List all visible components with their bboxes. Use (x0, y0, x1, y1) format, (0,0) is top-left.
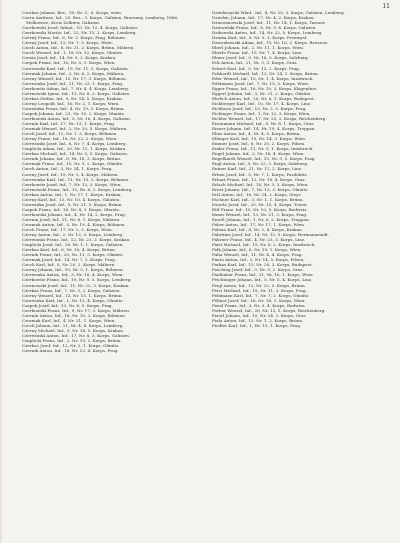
register-entry: Czech Franz, Inf., 17, Nr. 2, 5. Korps, Wien. (22, 227, 113, 233)
register-entry: Czernik Johann, Inf., 8, Nr. 18, 3. Korps, Brünn. (22, 156, 122, 162)
register-entry: Faist Michael, Inf., 19, Nr. 8, 2. Korps, Innsbruck. (212, 242, 316, 248)
register-entry: Egger Franz, Inf., 16, Nr. 10, 3. Korps, Klagenfurt. (212, 85, 318, 91)
register-entry: Czerkas Josef, Inf., 12, Nr. 2, 1. Korps, Olmütz. (22, 343, 120, 349)
register-entry: Czerkowski Moritz, Inf., 22, Nr. 15, 3. Korps, Lemberg. (22, 30, 137, 36)
register-entry: Ettl Franz, Inf., 10, Nr. 10, 5. Korps, Budweis. (212, 206, 308, 212)
register-entry: Feigl Anton, Inf., 12, Nr. 22, 5. Korps, Brünn. (212, 282, 306, 288)
register-entry: Eck Anton, Inf., 21, Nr. 3, 3. Korps, Graz. (212, 60, 298, 66)
register-entry: Ferber Wenzel, Inf., 20, Nr. 13, 5. Korps, Reichenberg. (212, 307, 326, 313)
register-entry: Faulhaber Franz, Inf., 21, Nr. 16, 1. Korps, Wien. (212, 272, 315, 278)
register-entry: Czerny Anton, Inf., 2, Nr. 13, 3. Korps, Lemberg. (22, 232, 124, 238)
register-entry: Czerkas Anton, Inf., 1, Nr. 17, 1. Korps, Krakau. (22, 191, 122, 197)
register-entry: Fanta Anton, Inf., 2, Nr. 14, 5. Korps, Pilsen. (212, 257, 305, 263)
register-entry: Ferstl Johann, Inf., 10, Nr. 24, 3. Korps, Graz. (212, 312, 307, 318)
register-entry: Czernowski Ignaz, Inf., 13, Nr. 8, 2. Korps, Galizien. (22, 90, 131, 96)
register-entry: Czerkowitz Josef, Inf., 7, Nr. 12, 3. Korps, Wien. (22, 181, 122, 187)
register-entry: Czerkowski Anton, Inf., 5, Nr. 16, 4. Korps, Galizien. (22, 115, 132, 121)
register-entry: Ernst Johann, Inf., 7, Nr. 13, 3. Korps, Olmütz. (212, 186, 309, 192)
register-entry: Farkas Karl, Inf., 15, Nr. 20, 3. Korps, Budapest. (212, 262, 313, 268)
register-entry: Czerkowski Josef, Infant., 10, Nr. 12, 4. Korps, Galizien. (22, 25, 139, 31)
register-entry: Czeiza Josef, Inf., 14, Nr. 9, 2. Korps, Krakau. (22, 55, 117, 61)
page-number: 11 (382, 3, 390, 10)
register-entry: Czerwenka Josef, Inf., 11, Nr. 23, 1. Korps, Prag. (22, 80, 124, 86)
register-entry: Czech Karl, Inf., 8, Nr. 20, 2. Korps, Mähren. (22, 262, 116, 268)
register-entry: Exner Wenzel, Inf., 13, Nr. 21, 3. Korps, Prag. (212, 211, 308, 217)
register-entry: Fahrner Franz, Inf., 4, Nr. 23, 3. Korps, Linz. (212, 237, 306, 243)
register-entry: Dzieduszycki Wlad., Inf., 4, Nr. 20, 3. Korps, Galizien, Lemberg. (212, 10, 346, 15)
register-entry: Czerny Wenzel, Inf., 15, Nr. 17, 3. Korps, Böhmen. (22, 75, 127, 81)
register-entry: Czermak Johann, Inf., 3, Nr. 6, 2. Korps, Mähren. (22, 70, 125, 76)
register-entry: Eichhorn Josef, Inf., 13, Nr. 2, 5. Korps, Prag. (212, 105, 307, 111)
register-entry: Fellner Josef, Inf., 16, Nr. 18, 1. Korps, Wien. (212, 297, 306, 303)
register-entry: Czerkowitz Adam, Inf., 7, Nr. 4, 4. Korps, Lemberg. (22, 85, 130, 91)
register-entry: Eckhardt Michael, Inf., 12, Nr. 24, 1. Korps, Brünn. (212, 70, 320, 76)
register-entry: Elias Anton, Inf., 4, Nr. 4, 5. Korps, Brünn. (212, 131, 301, 137)
register-entry: Czern Andreas, Inf., 20. Bez., 3. Korps, Galizien, Brzesany, Lemberg, 1866, Melkowice, Kreis Zolkiew, Galizien. (22, 15, 179, 26)
register-entry: Czerwenka Karl, Inf., 11, Nr. 15, 5. Korps, Böhmen. (22, 176, 130, 182)
register-entry: Dzikowski Anton, Inf., 14, Nr. 22, 5. Korps, Lemberg. (212, 30, 323, 36)
register-entry: Eder Wenzel, Inf., 18, Nr. 1, 4. Korps, Innsbruck. (212, 75, 314, 81)
register-entry: Czerny Johann, Inf., 10, Nr. 5, 1. Korps, Böhmen. (22, 267, 124, 273)
register-entry: Czapek Franz, Inf., 16, Nr. 4, 3. Korps, Olmütz. (22, 206, 121, 212)
register-entry: Czerny Leopold, Inf., 16, Nr. 2, 1. Korps, Wien. (22, 100, 120, 106)
register-entry: Feldmann Karl, Inf., 7, Nr. 7, 2. Korps, Olmütz. (212, 292, 310, 298)
register-entry: Czerny Karl, Inf., 13, Nr. 10, 4. Korps, Galizien. (22, 196, 121, 202)
register-entry: Dziewulski Franz, Inf., 8, Nr. 9, 4. Korps, Galizien. (212, 25, 317, 31)
register-entry: Eschner Karl, Inf., 3, Nr. 1, 1. Korps, Brünn. (212, 196, 304, 202)
register-entry: Dziuba Karl, Inf., 6, Nr. 5, 3. Korps, Przemysl. (212, 35, 308, 41)
register-entry: Czerkas Johann, Bez., 18, Nr. 3., 6. Korps, wien. (22, 10, 123, 15)
register-entry: Czech Wenzel, Inf., 1, 18, Nr. 12, Korps, Olmütz. (22, 50, 123, 56)
register-entry: Czermak Anton, Inf., 5, Nr. 19, 4. Korps, Böhmen. (22, 221, 126, 227)
register-entry: Czermak Wenzel, Inf., 2, Nr. 20, 5. Korps, Mähren. (22, 126, 128, 132)
register-entry: Czerny Franz, Inf., 18, Nr. 22, 2. Korps, Wien. (22, 136, 118, 142)
register-entry: Czernin Josef, Inf., 21, Nr. 8, 1. Korps, Mähren. (22, 216, 121, 222)
register-entry: Czaplicki Franz, Inf., 2, Nr. 19, 2. Korps, Brünn. (22, 338, 122, 344)
register-entry: Ebner Josef, Inf., 9, Nr. 18, 5. Korps, Salzburg. (212, 55, 310, 61)
register-entry: Ellinger Karl, Inf., 19, Nr. 14, 3. Korps, Wien. (212, 136, 307, 142)
register-entry: Czech Anton, Inf., 8, Nr. 21, 2. Korps, Brünn, Mähren. (22, 45, 135, 51)
register-entry: Czerny Josef, Inf., 19, Nr. 3, 4. Korps, Mähren. (22, 171, 119, 177)
register-entry: Fabritius Josef, Inf., 14, Nr. 12, 5. Korps, Hermannstadt. (212, 232, 330, 238)
register-entry: Czerný Josef, Inf., 12, Nr. 7, 3. Korps, Wien. (22, 40, 113, 46)
register-entry: Czermak Josef, Inf., 14, Nr. 7, 3. Korps, Prag. (22, 257, 117, 263)
register-entry: Feichtinger Johann, Inf., 5, Nr. 5, 4. Korps, Linz. (212, 277, 313, 283)
register-entry: Czerkowski Franz, Inf., 9, Nr. 17, 3. Korps, Mähren. (22, 307, 131, 313)
register-entry: Ehrlich Anton, Inf., 20, Nr. 6, 1. Korps, Budapest. (212, 95, 315, 101)
register-entry: Czapek Josef, Inf., 13, Nr. 6, 5. Korps, Prag. (22, 302, 113, 308)
register-entry: Czermak Karl, Inf., 4, Nr. 21, 1. Korps, Wien. (22, 317, 116, 323)
register-entry: Eichinger Franz, Inf., 1, Nr. 12, 3. Korps, Wien. (212, 110, 311, 116)
register-entry: Czernin Anton, Inf., 16, Nr. 10, 2. Korps, Böhmen. (22, 312, 127, 318)
register-entry: Fiedler Karl, Inf., 1, Nr. 15, 1. Korps, Prag. (212, 322, 302, 328)
register-entry: Czerny Wenzel, Inf., 15, Nr. 15, 1. Korps, Brünn. (22, 292, 123, 298)
register-entry: Czerny Michael, Inf., 5, Nr. 14, 5. Korps, Krakau. (22, 327, 125, 333)
register-entry: Czernik Franz, Inf., 20, Nr. 11, 5. Korps, Olmütz. (22, 252, 124, 258)
register-entry: Edelmann Josef, Inf., 7, Nr. 15, 5. Korps, Wien. (212, 80, 310, 86)
register-entry: Czerkas Karl, Inf., 6, Nr. 16, 4. Korps, Brünn. (22, 247, 117, 253)
register-entry: Falta Wenzel, Inf., 11, Nr. 4, 4. Korps, Prag. (212, 252, 303, 258)
register-entry: Emmer Josef, Inf., 6, Nr. 20, 2. Korps, Pilsen. (212, 141, 306, 147)
register-entry: Eisenmann Michael, Inf., 8, Nr. 8, 1. Korps, Graz. (212, 121, 315, 127)
register-entry: Eichberger Karl, Inf., 10, Nr. 17, 4. Korps, Linz. (212, 100, 312, 106)
register-entry: Erlach Michael, Inf., 18, Nr. 3, 5. Korps, Wien. (212, 181, 309, 187)
register-entry: Faber Anton, Inf., 17, Nr. 17, 1. Korps, Wien. (212, 221, 306, 227)
register-entry: Fiala Anton, Inf., 13, Nr. 1, 2. Korps, Brünn. (212, 317, 304, 323)
register-entry: Czerkas Michael, Inf., 14, Nr. 5, 5. Korps, Galizien. (22, 151, 129, 157)
register-entry: Erben Josef, Inf., 5, Nr. 7, 1. Korps, Pardubitz. (212, 171, 308, 177)
register-entry: Czech Johann, Inf., 21, Nr. 4, 4. Korps, Lemberg. (22, 322, 124, 328)
register-entry: Czerkowski Johann, Inf., 4, Nr. 14, 2. Korps, Prag. (22, 211, 127, 217)
register-entry: Eggert Johann, Inf., 3, Nr. 21, 2. Korps, Olmütz. (212, 90, 312, 96)
register-entry: Ertl Anton, Inf., 16, Nr. 24, 2. Korps, Steyr. (212, 191, 302, 197)
register-entry: Erhart Franz, Inf., 12, Nr. 18, 4. Korps, Graz. (212, 176, 306, 182)
register-entry: Czernin Karl, Inf., 17, Nr. 13, 1. Korps, Prag. (22, 121, 116, 127)
register-entry: Czerwinka Josef, Inf., 9, Nr. 21, 5. Korps, Brünn. (22, 201, 123, 207)
register-entry: Czerwinski Franz, Inf., 12, Nr. 23, 2. Korps, Krakau. (22, 237, 131, 243)
register-entry: Fenzl Franz, Inf., 3, Nr. 3, 4. Korps, Budweis. (212, 302, 306, 308)
register-entry: Czerný Franz, Inf., 6, Nr. 2. Korps, Prag, Böhmen. (22, 35, 127, 41)
register-entry: Eichler Wenzel, Inf., 17, Nr. 23, 2. Korps, Reichenberg. (212, 115, 327, 121)
register-entry: Czermak Franz, Inf., 10, Nr. 9, 2. Korps, Olmütz. (22, 161, 124, 167)
register-entry: Eyselt Johann, Inf., 1, Nr. 6, 2. Korps, Troppau. (212, 216, 310, 222)
register-entry: Feist Michael, Inf., 18, Nr. 11, 3. Korps, Prag. (212, 287, 307, 293)
register-entry: Dzwonkowski Adam, Inf., 19, Nr. 16, 2. Korps, Rzeszow. (212, 40, 329, 46)
register-entry: Czaplicki Josef, Inf., 18, Nr. 1, 1. Korps, Galizien. (22, 242, 124, 248)
register-entry: Engelhardt Wenzel, Inf., 15, Nr. 5, 5. Korps, Prag. (212, 156, 316, 162)
right-column (212, 10, 392, 543)
register-entry: Esterle Josef, Inf., 20, Nr. 15, 4. Korps, Trient. (212, 201, 308, 207)
register-entry: Eisner Johann, Inf., 14, Nr. 19, 4. Korps, Troppau. (212, 126, 316, 132)
register-entry: Czerwinski Anton, Inf., 17, Nr. 8, 3. Korps, Galizien. (22, 333, 131, 338)
register-entry: Czernowski Josef, Inf., 11, Nr. 22, 3. Korps, Krakau. (22, 282, 130, 288)
register-entry: Czerkowitz Franz, Inf., 19, Nr. 9, 5. Korps, Lemberg. (22, 277, 132, 283)
register-entry: Czernik Anton, Inf., 18, Nr. 13, 4. Korps, Prag. (22, 348, 119, 354)
page-edge (0, 0, 2, 543)
register-entry: Czepek Franz, Inf., 10, Nr. 5, 1. Korps, Wien. (22, 60, 116, 66)
register-entry: Czech Josef, Inf., 12, Nr. 1, 3. Korps, Böhmen. (22, 131, 118, 137)
register-entry: Czerwenka Anton, Inf., 3, Nr. 18, 4. Korps, Wien. (22, 272, 124, 278)
register-entry: Czerkas Franz, Inf., 7, Nr. 3, 2. Korps, Galizien. (22, 287, 121, 293)
register-entry: Eberl Johann, Inf., 2, Nr. 11, 1. Korps, Wien. (212, 45, 305, 51)
register-entry: Czerwinka Franz, Inf., 4, Nr. 19, 3. Korps, Brünn. (22, 105, 125, 111)
register-entry: Dziedzic Johann, Inf., 17, Nr. 4, 2. Korps, Krakau. (212, 15, 315, 21)
register-entry: Czernowski Franz, Inf., 15, Nr. 6, 2. Korps, Lemberg. (22, 186, 133, 192)
register-entry: Czech Anton, Inf., 3, Nr. 24, 1. Korps, Prag. (22, 166, 113, 172)
register-entry: Engl Anton, Inf., 9, Nr. 22, 3. Korps, Salzburg. (212, 161, 309, 167)
register-entry: Czerkas Stefan, Inf., 9, Nr. 14, 5. Korps, Krakau. (22, 95, 124, 101)
register-entry: Czerwinski Josef, Inf., 6, Nr. 7, 4. Korps, Lemberg. (22, 141, 127, 147)
register-entry: Entner Karl, Inf., 21, Nr. 11, 2. Korps, Linz. (212, 166, 303, 172)
register-entry: Dzierzanowski Josef, Inf., 11, Nr. 14, 1. Korps, Tarnow. (212, 20, 326, 26)
register-entry: Fasching Josef, Inf., 9, Nr. 9, 2. Korps, Graz. (212, 267, 304, 273)
register-entry: Eberle Franz, Inf., 15, Nr. 7, 4. Korps, Linz. (212, 50, 303, 56)
register-entry: Czapek Johann, Inf., 21, Nr. 10, 2. Korps, Olmütz. (22, 110, 126, 116)
register-entry: Fabian Karl, Inf., 8, Nr. 2, 4. Korps, Krakau. (212, 227, 303, 233)
register-entry: Falk Johann, Inf., 6, Nr. 19, 1. Korps, Wien. (212, 247, 302, 253)
register-entry: Ender Franz, Inf., 11, Nr. 9, 1. Korps, Innsbruck. (212, 146, 314, 152)
register-entry: Engel Johann, Inf., 2, Nr. 16, 4. Korps, Wien. (212, 151, 305, 157)
text-columns (22, 10, 392, 543)
register-entry: Czerwinka Karl, Inf., 1, Nr. 12, 4. Korps, Olmütz. (22, 297, 124, 303)
left-column (22, 10, 202, 543)
register-entry: Czaplicki Adam, Inf., 20, Nr. 11, 1. Korps, Krakau. (22, 146, 127, 152)
register-entry: Czerwinski Karl, Inf., 19, Nr. 11, 5. Korps, Galizien. (22, 65, 130, 71)
register-entry: Eckert Karl, Inf., 5, Nr. 13, 2. Korps, Prag. (212, 65, 301, 71)
